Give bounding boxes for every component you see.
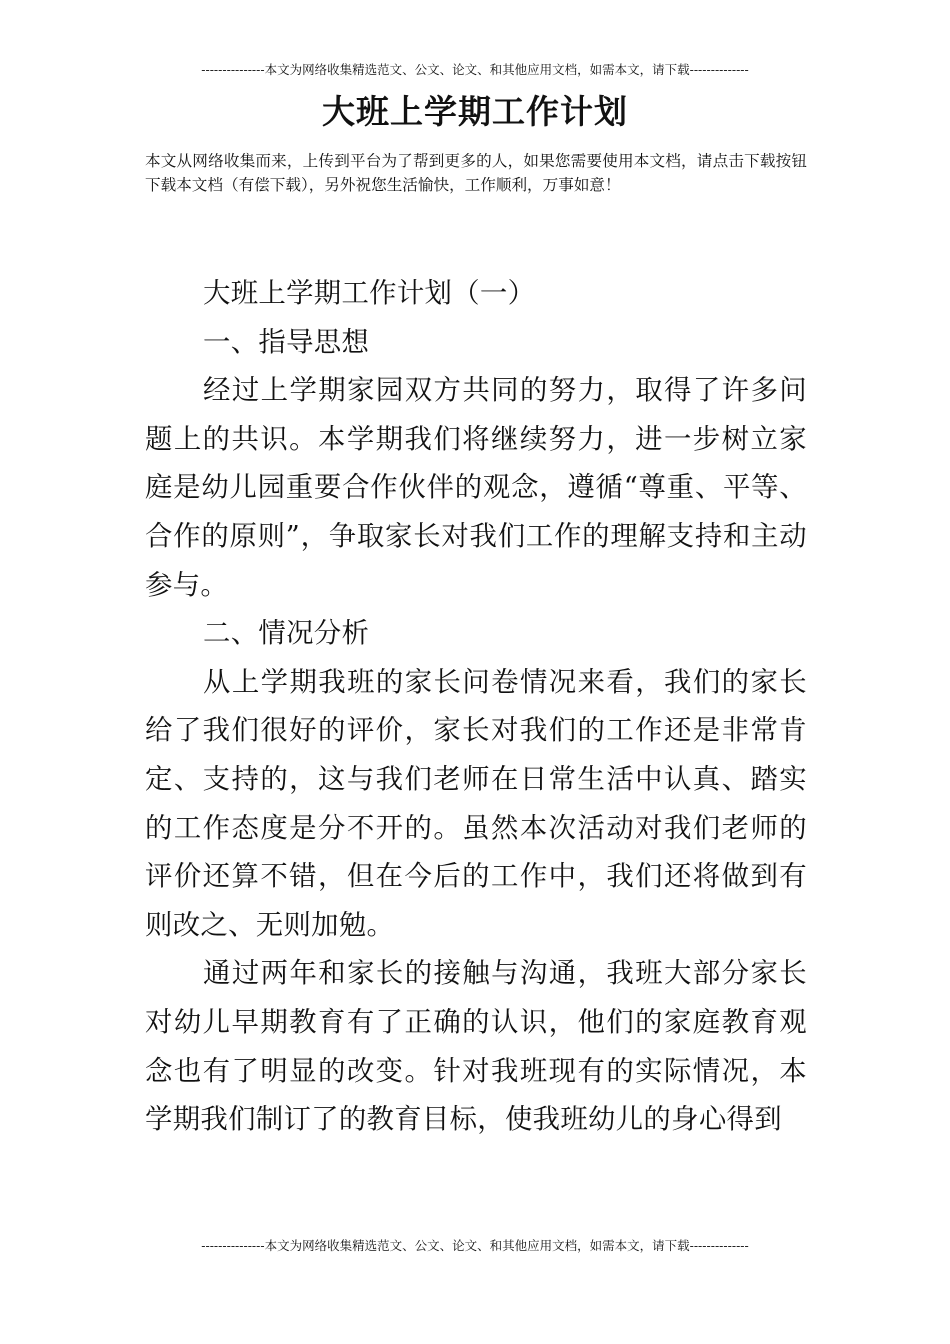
footer-note: ---------------本文为网络收集精选范文、公文、论文、和其他应用文档，如需本文，请下载-------------- — [201, 1238, 749, 1253]
document-body — [145, 270, 807, 1145]
body-paragraph: 经过上学期家园双方共同的努力，取得了许多问题上的共识。本学期我们将继续努力，进一步树立家庭是幼儿园重要合作伙伴的观念，遵循“尊重、平等、合作的原则”，争取家长对我们工作的理解支持和主动参与。 — [145, 375, 807, 601]
body-paragraph: 从上学期我班的家长问卷情况来看，我们的家长给了我们很好的评价，家长对我们的工作还是非常肯定、支持的，这与我们老师在日常生活中认真、踏实的工作态度是分不开的。虽然本次活动对我们老师的评价还算不错，但在今后的工作中，我们还将做到有则改之、无则加勉。 — [145, 666, 807, 941]
document-title: 大班上学期工作计划 — [322, 92, 628, 131]
heading-situation-analysis: 二、情况分析 — [203, 618, 370, 650]
header-note: ---------------本文为网络收集精选范文、公文、论文、和其他应用文档，如需本文，请下载-------------- — [201, 62, 749, 77]
section-title: 大班上学期工作计划（一） — [203, 278, 536, 309]
intro-paragraph: 本文从网络收集而来，上传到平台为了帮到更多的人，如果您需要使用本文档，请点击下载按钮下载本文档（有偿下载），另外祝您生活愉快，工作顺利，万事如意！ — [145, 152, 807, 194]
heading-guiding-thought: 一、指导思想 — [203, 326, 370, 358]
body-paragraph: 通过两年和家长的接触与沟通，我班大部分家长对幼儿早期教育有了正确的认识，他们的家庭教育观念也有了明显的改变。针对我班现有的实际情况，本学期我们制订了的教育目标，使我班幼儿的身心得到 — [145, 958, 807, 1136]
